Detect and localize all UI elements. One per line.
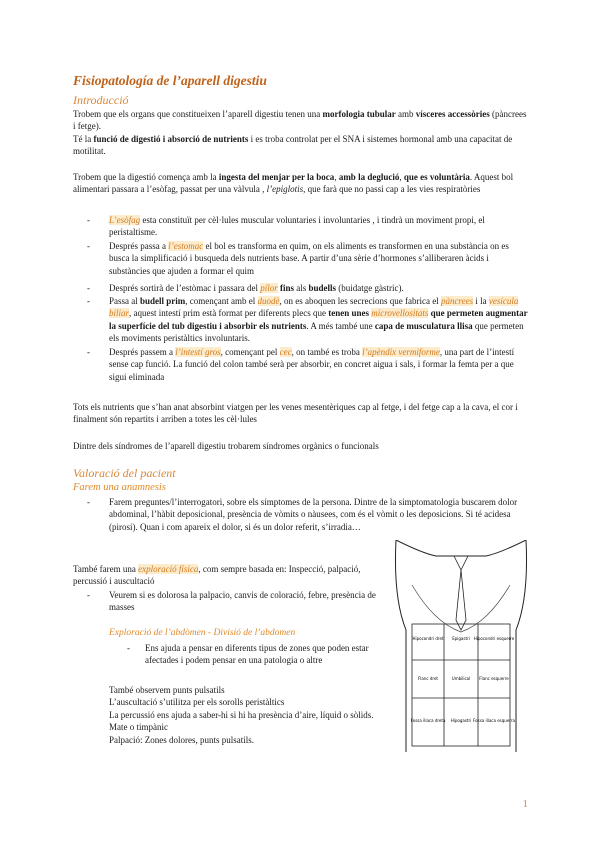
text: , començant amb el: [185, 296, 258, 306]
right-side-outline: [516, 540, 527, 752]
text: Passa al: [109, 296, 140, 306]
text: Farem preguntes/l’interrogatori, sobre els símptomes de la persona. Dintre de la simptomatologia buscarem dolor abdominal, l’hàbit deposicional, presència de vòmits o nàusees, com és el vòmit o les deposicions. Si té acidesa (pirosi). Quan i com apareix el dolor, si és un dolor referit, s’irradia…: [109, 497, 518, 532]
region-label: Hipocondri esquerre: [473, 636, 515, 641]
text: (buidatge gàstric).: [336, 283, 404, 293]
abdomen-regions-figure: [392, 540, 530, 752]
bullet-budell-prim: [87, 295, 528, 345]
heading-valoracio: Valoració del pacient: [73, 466, 176, 480]
rib-margin: [412, 585, 510, 632]
highlight-text: vesícula biliar: [109, 296, 519, 319]
region-label: Flanc esquerre: [479, 676, 509, 681]
bullet-dash: -: [87, 215, 90, 225]
bullet-esofag: [87, 214, 528, 239]
highlight-text: l’estomac: [168, 241, 204, 251]
text: amb: [395, 109, 416, 119]
highlight-text: exploració física: [138, 564, 199, 574]
text: ,: [399, 172, 404, 182]
paragraph-digestio: [73, 171, 528, 196]
heading-introduccio: Introducció: [73, 93, 129, 107]
note-line: Palpació: Zones dolores, punts pulsatils.: [109, 734, 254, 745]
region-label: Hipocondri dret: [412, 636, 444, 641]
text: , una part de l’intestí sense cap funció. La funció del colon també serà per absorbir, en concret aigua i sals, i formar la femta per a que sigui eliminada: [109, 347, 515, 382]
bold-text: tenen unes: [328, 308, 369, 319]
text: Després passem a: [109, 347, 176, 357]
left-side-outline: [395, 540, 406, 752]
text: Trobem que la digestió comença amb la: [73, 172, 219, 182]
bold-text: que es voluntària: [403, 172, 470, 182]
bullet-pilor: [87, 282, 528, 294]
bullet-dash: -: [87, 497, 90, 507]
text: Trobem que els organs que constitueixen l’aparell digestiu tenen una: [73, 109, 323, 119]
bold-text: capa de musculatura llisa: [374, 320, 473, 331]
bullet-intesti-gros: [87, 346, 528, 383]
note-line: L’auscultació s’utilitza per els sorolls peristàltics: [109, 697, 285, 708]
paragraph-nutrients: Tots els nutrients que s’han anat absorbint viatgen per les venes mesentèriques cap al fetge, i del fetge cap a la cava, el cor i finalment són repartits i arriben a totes les cèl·lules: [73, 402, 518, 425]
bullet-palpacio: [87, 589, 379, 614]
text: esta constituït per cèl·lules muscular voluntaries i involuntaries , i tindrà un moviment propi, el peristaltisme.: [109, 215, 485, 238]
bold-text: accessòries: [447, 109, 490, 119]
bold-text: amb la deglució: [338, 172, 400, 182]
note-line: La percussió ens ajuda a saber-hi si hi ha presència d’aire, líquid o sòlids. Mate o timpànic: [109, 709, 374, 733]
bullet-zones: [127, 642, 380, 667]
bold-text: budell prim: [140, 296, 186, 306]
highlight-text: microvellositats: [371, 308, 429, 319]
highlight-text: pílor: [260, 283, 278, 293]
bullet-dash: -: [87, 590, 90, 600]
bold-text: morfologia tubular: [322, 109, 396, 119]
region-label: Hipogastri: [450, 718, 472, 723]
text: , que farà que no passi cap a les vies respiratòries: [303, 184, 481, 195]
bullet-dash: -: [87, 296, 90, 306]
text: ,: [334, 172, 339, 182]
bullet-estomac: [87, 240, 528, 277]
highlight-text: l’intestí gros: [175, 347, 221, 357]
bold-text: funció de digestió i absorció de nutrients: [93, 133, 249, 144]
bold-text: budells: [308, 283, 336, 293]
exploration-notes: [109, 684, 389, 746]
text: Té la: [73, 133, 94, 144]
text: , començant pel: [220, 347, 280, 357]
italic-text: l’epiglotis: [266, 184, 304, 195]
text: , on es aboquen les secrecions que fabrica el: [279, 296, 441, 306]
highlight-text: l’apèndix vermiforme: [362, 347, 440, 357]
region-label: Flanc dret: [418, 676, 438, 681]
sternum: [456, 570, 466, 630]
text: (pàncrees i fetge).: [73, 109, 527, 132]
text: als: [293, 283, 309, 293]
text: Veurem si es dolorosa la palpacio, canvis de coloració, febre, presència de masses: [109, 590, 376, 613]
bold-text: vísceres: [415, 109, 446, 119]
highlight-text: duodè: [257, 296, 280, 306]
page-number: 1: [522, 798, 528, 810]
text: Ens ajuda a pensar en diferents tipus de zones que poden estar afectades i podem pensar en una patologia o altre: [145, 643, 369, 666]
bullet-preguntes: [87, 496, 528, 533]
text: i la: [473, 296, 489, 306]
highlight-text: cec: [279, 347, 292, 357]
paragraph-morfologia: [73, 108, 528, 158]
bullet-dash: -: [127, 643, 130, 653]
text: . A més també une: [306, 320, 375, 331]
subheading-exploracio-abdomen: Exploració de l’abdòmen - Divisió de l’abdomen: [109, 628, 296, 638]
text: , aquest intestí prim està format per diferents plecs que: [129, 308, 329, 319]
text: . Aquest bol alimentari passara a l’esòfag, passat per una vàlvula ,: [73, 172, 514, 195]
bold-text: que permeten augmentar la superfície del tub digestiu i absorbir els nutrients: [109, 308, 528, 331]
region-label: Umbilical: [451, 676, 471, 681]
text: i es troba controlat per el SNA i sistemes hormonal amb una capacitat de motilitat.: [73, 133, 513, 157]
document-title: Fisiopatología de l’aparell digestiu: [73, 73, 267, 88]
shoulder-outline: [396, 540, 526, 556]
paragraph-sindromes: Dintre dels síndromes de l’aparell digestiu trobarem síndromes orgànics o funcionals: [73, 441, 379, 451]
bullet-dash: -: [87, 283, 90, 293]
highlight-text: pàncrees: [440, 296, 474, 306]
bold-text: fins: [277, 283, 294, 293]
text: Després sortirà de l’estòmac i passara del: [109, 283, 261, 293]
paragraph-exploracio-fisica: [73, 563, 383, 588]
bullet-dash: -: [87, 347, 90, 357]
subheading-anamnesis: Farem una anamnesis: [73, 482, 166, 493]
region-label: Epigastri: [452, 636, 470, 641]
text: , on també es troba: [291, 347, 363, 357]
clavicle-notch: [454, 556, 468, 570]
region-label: Fossa ilíaca esquerra: [473, 718, 515, 723]
text: Després passa a: [109, 241, 169, 251]
note-line: També observem punts pulsatils: [109, 685, 225, 695]
abdomen-grid: [412, 624, 510, 746]
bold-text: ingesta del menjar per la boca: [218, 172, 335, 182]
highlight-text: L’esòfag: [109, 215, 141, 225]
text: També farem una: [73, 564, 139, 574]
text: que permeten els moviments peristàltics involuntaris.: [109, 320, 524, 344]
text: el bol es transforma en quim, on els aliments es transformen en una substància on es busca la simplificació i busqueda dels nutrients base. A partir d’una sèrie d’hormones s’alliberaren àcids i substàncies que ajuden a formar el quim: [109, 241, 509, 276]
bullet-dash: -: [87, 241, 90, 251]
text: , com sempre basada en: Inspecció, palpació, percussió i auscultació: [73, 564, 361, 587]
region-label: Fossa ilíaca dreta: [410, 718, 446, 723]
